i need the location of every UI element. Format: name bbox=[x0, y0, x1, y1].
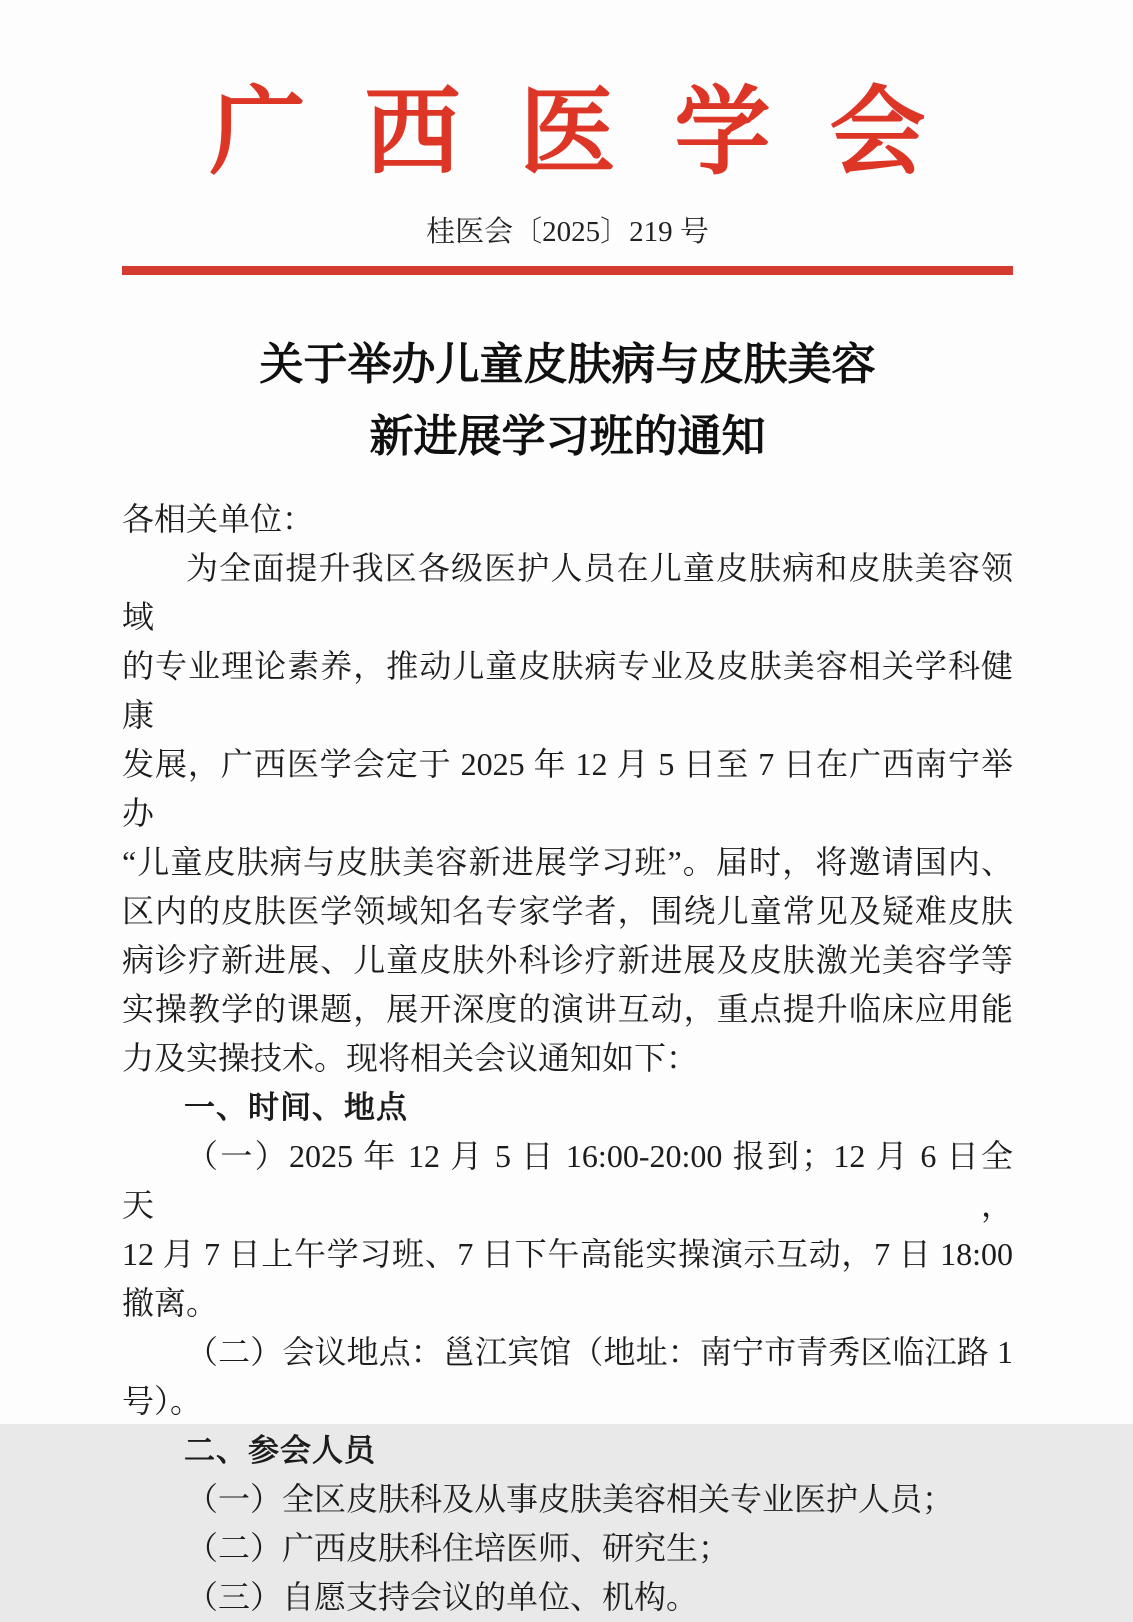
body-line: （一）2025 年 12 月 5 日 16:00-20:00 报到；12 月 6 日全天， bbox=[122, 1138, 1013, 1223]
section-heading-2: 二、参会人员 bbox=[184, 1433, 376, 1468]
body-line: 为全面提升我区各级医护人员在儿童皮肤病和皮肤美容领域 bbox=[122, 550, 1013, 635]
body-line: 发展，广西医学会定于 2025 年 12 月 5 日至 7 日在广西南宁举办 bbox=[122, 746, 1013, 831]
body-line: 力及实操技术。现将相关会议通知如下： bbox=[122, 1040, 699, 1076]
doc-number: 桂医会〔2025〕219 号 bbox=[426, 216, 709, 248]
body-line: 号）。 bbox=[122, 1383, 203, 1419]
body-line: 的专业理论素养，推动儿童皮肤病专业及皮肤美容相关学科健康 bbox=[122, 648, 1013, 733]
body-line: （二）会议地点：邕江宾馆（地址：南宁市青秀区临江路 1 bbox=[186, 1334, 1013, 1370]
salutation-line: 各相关单位： bbox=[122, 501, 315, 537]
body-text bbox=[122, 495, 1013, 1622]
body-line: 区内的皮肤医学领域知名专家学者，围绕儿童常见及疑难皮肤 bbox=[122, 893, 1013, 929]
body-line: 12 月 7 日上午学习班、7 日下午高能实操演示互动，7 日 18:00 bbox=[122, 1236, 1013, 1272]
body-line: （一）全区皮肤科及从事皮肤美容相关专业医护人员； bbox=[186, 1481, 955, 1517]
body-line: 病诊疗新进展、儿童皮肤外科诊疗新进展及皮肤激光美容学等 bbox=[122, 942, 1013, 978]
body-line: 实操教学的课题，展开深度的演讲互动，重点提升临床应用能 bbox=[122, 991, 1013, 1027]
section-heading-1: 一、时间、地点 bbox=[184, 1090, 408, 1125]
org-name-letterhead: 广西医学会 bbox=[209, 79, 985, 186]
body-line: “儿童皮肤病与皮肤美容新进展学习班”。届时，将邀请国内、 bbox=[122, 844, 1013, 880]
body-line: （三）自愿支持会议的单位、机构。 bbox=[186, 1579, 699, 1615]
doc-title-line2: 新进展学习班的通知 bbox=[369, 412, 766, 461]
red-divider-line bbox=[122, 266, 1013, 275]
body-line: 撤离。 bbox=[122, 1285, 219, 1321]
doc-title-line1: 关于举办儿童皮肤病与皮肤美容 bbox=[259, 340, 876, 389]
body-line: （二）广西皮肤科住培医师、研究生； bbox=[186, 1530, 731, 1566]
doc-title bbox=[122, 329, 1013, 473]
